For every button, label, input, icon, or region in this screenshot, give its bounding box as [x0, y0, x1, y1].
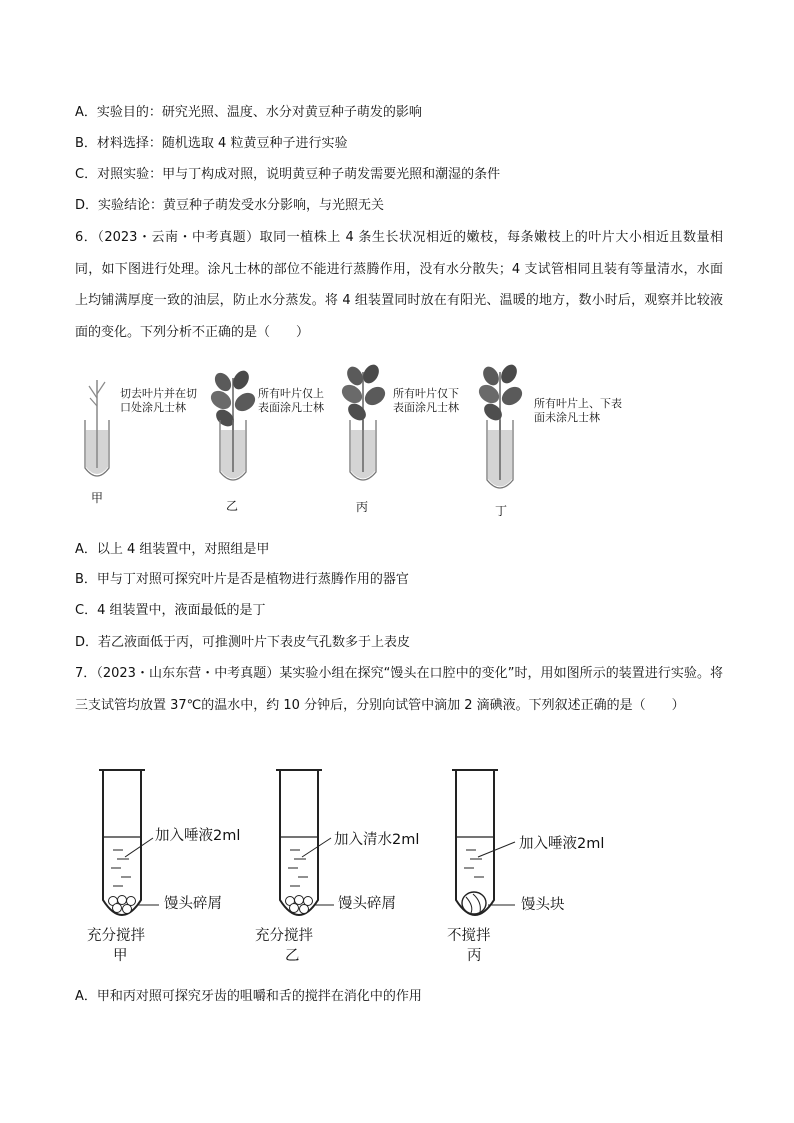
q7-tube-jia: [99, 770, 159, 915]
q6-note-ding: 所有叶片上、下表面未涂凡士林: [534, 397, 622, 424]
q5-option-b: B．材料选择：随机选取 4 粒黄豆种子进行实验: [75, 136, 348, 151]
q7-figure: [75, 760, 655, 975]
q6-option-c: C．4 组装置中，液面最低的是丁: [75, 603, 266, 618]
q5-option-d: D．实验结论：黄豆种子萌发受水分影响，与光照无关: [75, 198, 385, 213]
q5-option-a: A．实验目的：研究光照、温度、水分对黄豆种子萌发的影响: [75, 105, 422, 120]
q7-solid-bing: 馒头块: [521, 897, 565, 913]
q7-solid-jia: 馒头碎屑: [164, 896, 222, 912]
q6-note-yi: 所有叶片仅上表面涂凡士林: [258, 387, 324, 414]
q6-tubes-drawing: [75, 360, 715, 525]
q7-tube-bing: [452, 770, 515, 915]
q5-option-c: C．对照实验：甲与丁构成对照，说明黄豆种子萌发需要光照和潮湿的条件: [75, 167, 501, 182]
q6-label-jia: 甲: [91, 491, 104, 505]
q7-label-bing: 丙: [467, 948, 482, 964]
q6-option-b: B．甲与丁对照可探究叶片是否是植物进行蒸腾作用的器官: [75, 572, 409, 587]
q6-figure: [75, 360, 715, 525]
q7-action-bing: 不搅拌: [447, 928, 491, 944]
q7-solid-yi: 馒头碎屑: [338, 896, 396, 912]
q6-label-bing: 丙: [356, 500, 369, 514]
q6-label-yi: 乙: [226, 499, 239, 513]
q6-tube-ding: [475, 362, 525, 488]
q6-tube-bing: [338, 362, 388, 480]
q7-tubes-drawing: [75, 760, 655, 975]
q6-label-ding: 丁: [495, 504, 508, 518]
q6-tube-jia: [85, 380, 109, 476]
q7-action-jia: 充分搅拌: [87, 928, 145, 944]
q7-stem: 7．（2023・山东东营・中考真题）某实验小组在探究“馒头在口腔中的变化”时，用如图所示的装置进行实验。将三支试管均放置 37℃的温水中，约 10 分钟后，分别向试管中滴加 2 滴碘液。下列叙述正确的是（ ）: [75, 666, 723, 713]
q7-action-yi: 充分搅拌: [255, 928, 313, 944]
q7-label-yi: 乙: [285, 948, 300, 964]
q6-stem: 6．（2023・云南・中考真题）取同一植株上 4 条生长状况相近的嫩枝，每条嫩枝上的叶片大小相近且数量相同，如下图进行处理。涂凡士林的部位不能进行蒸腾作用，没有水分散失；4 支试管相同且装有等量清水，水面上均铺满厚度一致的油层，防止水分蒸发。将 4 组装置同时放在有阳光、温暖的地方，数小时后，观察并比较液面的变化。下列分析不正确的是（ ）: [75, 230, 723, 340]
q7-liquid-bing: 加入唾液2ml: [519, 836, 605, 852]
q6-option-a: A．以上 4 组装置中，对照组是甲: [75, 542, 270, 557]
q7-option-a: A．甲和丙对照可探究牙齿的咀嚼和舌的搅拌在消化中的作用: [75, 989, 422, 1004]
q6-note-jia: 切去叶片并在切口处涂凡士林: [120, 387, 197, 414]
q7-label-jia: 甲: [113, 948, 128, 964]
q6-option-d: D．若乙液面低于丙，可推测叶片下表皮气孔数多于上表皮: [75, 635, 411, 650]
q6-note-bing: 所有叶片仅下表面涂凡士林: [393, 387, 459, 414]
q7-tube-yi: [276, 770, 334, 915]
q7-liquid-jia: 加入唾液2ml: [155, 828, 241, 844]
q6-tube-yi: [207, 368, 258, 480]
q7-liquid-yi: 加入清水2ml: [334, 832, 420, 848]
